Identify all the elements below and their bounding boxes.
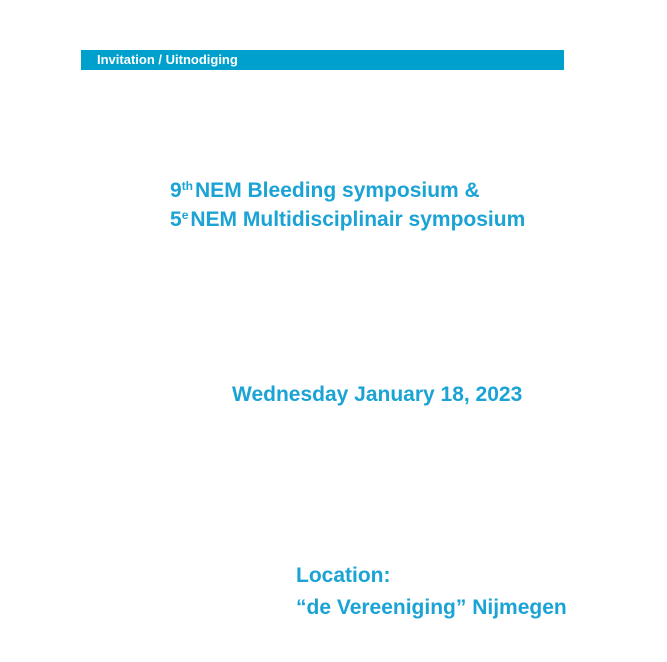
location-label: Location:	[296, 564, 391, 587]
title-line-1-text: NEM Bleeding symposium &	[195, 179, 480, 202]
location-block	[296, 560, 567, 624]
event-date: Wednesday January 18, 2023	[232, 383, 523, 406]
title-line-2-text: NEM Multidisciplinair symposium	[190, 208, 526, 231]
location-venue: “de Vereeniging” Nijmegen	[296, 596, 567, 619]
title-line-1-number: 9	[170, 179, 182, 202]
title-line-2-suffix: e	[181, 208, 189, 222]
banner-label: Invitation / Uitnodiging	[97, 52, 238, 67]
title-line-2	[170, 205, 525, 234]
invitation-banner	[81, 50, 564, 70]
title-line-2-number: 5	[170, 208, 182, 231]
title-line-1-suffix: th	[181, 179, 194, 193]
symposium-title	[170, 176, 525, 234]
title-line-1	[170, 176, 525, 205]
